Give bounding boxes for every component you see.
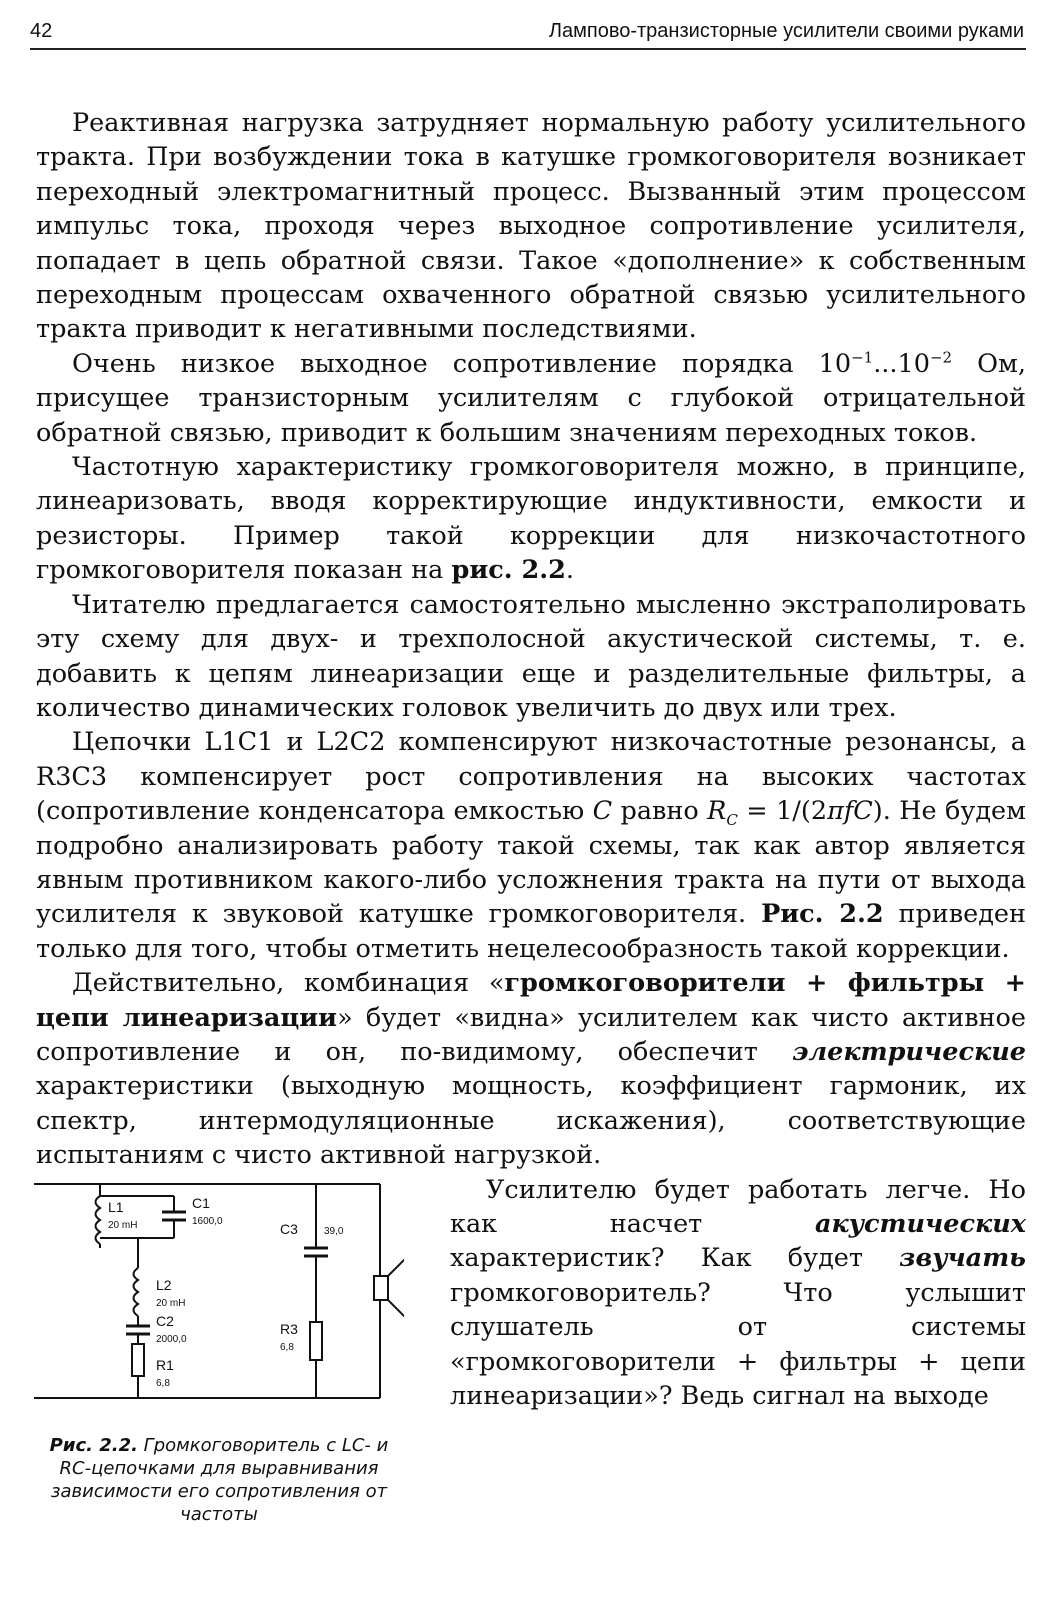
label-R3-value: 6,8 bbox=[280, 1342, 294, 1353]
figure-reference: рис. 2.2 bbox=[451, 555, 566, 586]
figure-2-2 bbox=[34, 1172, 404, 1582]
label-R3: R3 bbox=[280, 1321, 298, 1337]
label-R1-value: 6,8 bbox=[156, 1378, 170, 1389]
paragraph-6: Действительно, комбинация «громкоговорители + фильтры + цепи линеаризации» будет «видна» усилителем как чисто активное сопротивление и он, по-видимому, обеспечит электрические характеристики (выходную мощность, коэффициент гармоник, их спектр, интермодуляционные искажения), соответствующие испытаниям с чисто активной нагрузкой. bbox=[36, 968, 1026, 1171]
page-number: 42 bbox=[30, 20, 53, 42]
label-L2: L2 bbox=[156, 1277, 172, 1293]
label-L2-value: 20 mH bbox=[156, 1298, 186, 1309]
label-R1: R1 bbox=[156, 1357, 174, 1373]
figure-caption bbox=[34, 1434, 404, 1526]
label-C3-value: 39,0 bbox=[324, 1226, 344, 1237]
paragraph-4: Читателю предлагается самостоятельно мысленно экстраполировать эту схему для двух- и трехполосной акустической системы, т. е. добавить к цепям линеаризации еще и разделительные фильтры, а количество динамических головок увеличить до двух или трех. bbox=[36, 589, 1026, 723]
label-L1-value: 20 mH bbox=[108, 1220, 138, 1231]
paragraph-5: Цепочки L1C1 и L2C2 компенсируют низкочастотные резонансы, а R3C3 компенсирует рост сопротивления на высоких частотах (сопротивление конденсатора емкостью C равно $R_C = 1/(2\pi fC)$. Не будем подробно анализировать работу такой схемы, так как автор является явным противником какого-либо усложнения тракта на пути от выхода усилителя к звуковой катушке громкоговорителя. Рис. 2.2 приведен только для того, чтобы отметить нецелесообразность такой коррекции. bbox=[36, 727, 1027, 964]
circuit-schematic bbox=[34, 1172, 404, 1432]
caption-number: Рис. 2.2. bbox=[49, 1435, 138, 1456]
label-C2: C2 bbox=[156, 1313, 174, 1329]
label-C3: C3 bbox=[280, 1221, 298, 1237]
figure-reference: Рис. 2.2 bbox=[761, 899, 884, 930]
label-L1: L1 bbox=[108, 1199, 124, 1215]
label-C2-value: 2000,0 bbox=[156, 1334, 187, 1345]
label-C1-value: 1600,0 bbox=[192, 1216, 223, 1227]
page-header bbox=[30, 14, 1026, 50]
paragraph-1: Реактивная нагрузка затрудняет нормальную работу усилительного тракта. При возбуждении тока в катушке громкоговорителя возникает переходный электромагнитный процесс. Вызванный этим процессом импульс тока, проходя через выходное сопротивление усилителя, попадает в цепь обратной связи. Такое «дополнение» к собственным переходным процессам охваченного обратной связью усилительного тракта приводит к негативными последствиями. bbox=[36, 108, 1026, 345]
paragraph-7: Усилителю будет работать легче. Но как насчет акустических характеристик? Как будет звучать громкоговоритель? Что услышит слушатель от системы «громкоговорители + фильтры + цепи линеаризации»? Ведь сигнал на выходе bbox=[450, 1174, 1026, 1412]
caption-text: Громкоговоритель с LC- и RC-цепочками для выравнивания зависимости его сопротивления от частоты bbox=[50, 1435, 389, 1525]
paragraph-2: Очень низкое выходное сопротивление порядка $10^{-1}...10^{-2}$ Ом, присущее транзисторным усилителям с глубокой отрицательной обратной связью, приводит к большим значениям переходных токов. bbox=[36, 348, 1026, 448]
paragraph-3: Частотную характеристику громкоговорителя можно, в принципе, линеаризовать, вводя корректирующие индуктивности, емкости и резисторы. Пример такой коррекции для низкочастотного громкоговорителя показан на рис. 2.2. bbox=[36, 452, 1026, 586]
label-C1: C1 bbox=[192, 1195, 210, 1211]
running-title: Лампово-транзисторные усилители своими руками bbox=[548, 20, 1024, 42]
